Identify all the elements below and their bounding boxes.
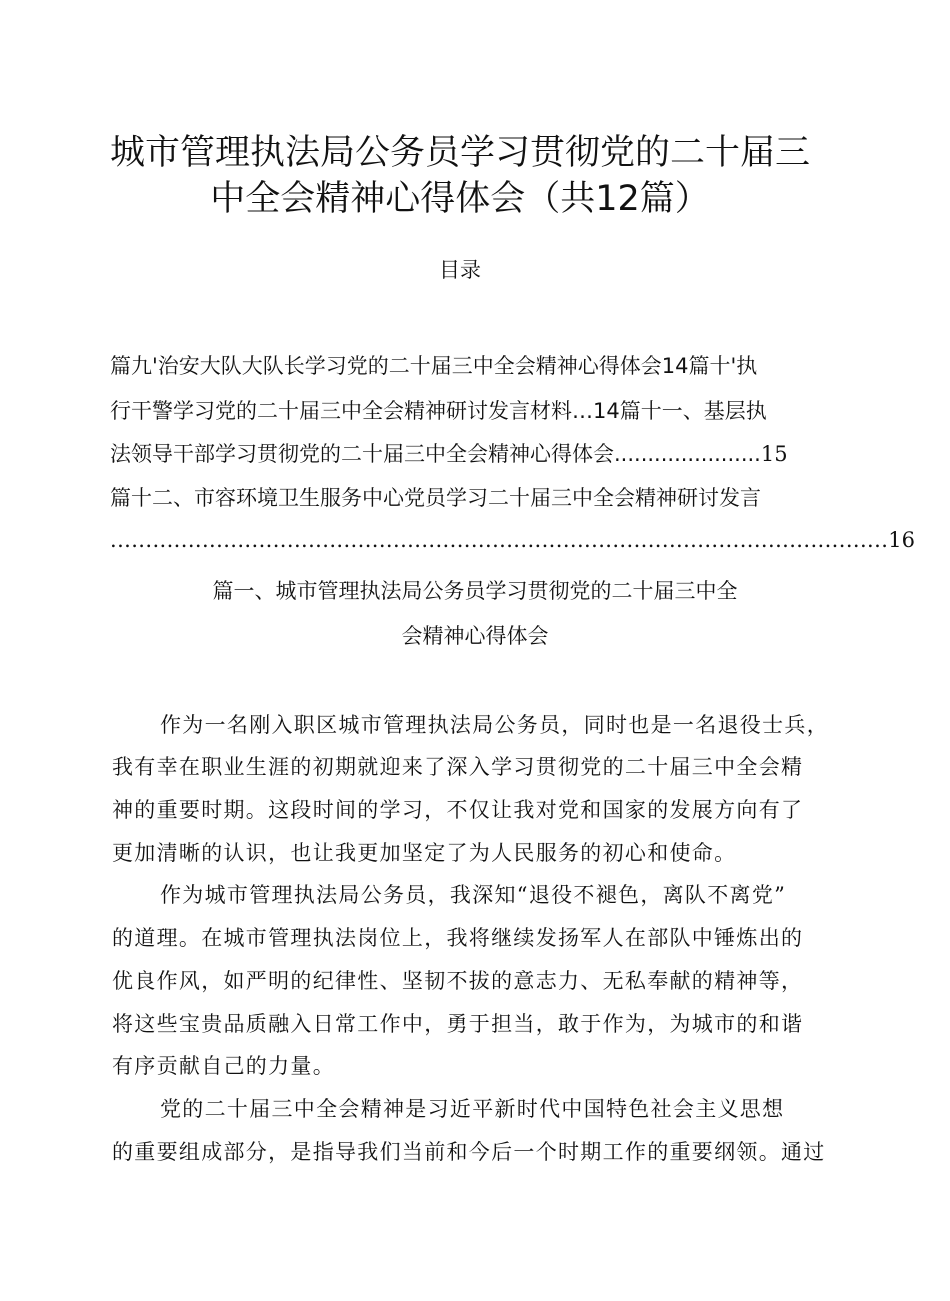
body-text-line: 将这些宝贵品质融入日常工作中，勇于担当，敢于作为，为城市的和谐: [112, 1012, 804, 1036]
body-text-line: 作为城市管理执法局公务员，我深知“退役不褪色，离队不离党”: [160, 883, 787, 907]
body-text-line: 神的重要时期。这段时间的学习，不仅让我对党和国家的发展方向有了: [112, 798, 804, 822]
body-text-line: 党的二十届三中全会精神是习近平新时代中国特色社会主义思想: [160, 1097, 785, 1121]
body-text-line: 作为一名刚入职区城市管理执法局公务员，同时也是一名退役士兵，: [160, 713, 829, 737]
toc-entry-text: 法领导干部学习贯彻党的二十届三中全会精神心得体会......................: [110, 442, 761, 466]
body-text-line: 优良作风，如严明的纪律性、坚韧不拔的意志力、无私奉献的精神等，: [112, 969, 804, 993]
section-title-line-1: 篇一、城市管理执法局公务员学习贯彻党的二十届三中全: [212, 579, 738, 603]
toc-line: [110, 436, 830, 472]
body-text-line: 的道理。在城市管理执法岗位上，我将继续发扬军人在部队中锤炼出的: [112, 926, 804, 950]
toc-page-number: 15: [760, 442, 788, 466]
toc-line: 篇十二、市容环境卫生服务中心党员学习二十届三中全会精神研讨发言: [110, 486, 761, 510]
document-title-line-1: 城市管理执法局公务员学习贯彻党的二十届三: [109, 133, 810, 173]
body-text-line: 更加清晰的认识，也让我更加坚定了为人民服务的初心和使命。: [112, 841, 737, 865]
toc-line: 行干警学习党的二十届三中全会精神研讨发言材料…14篇十一、基层执: [110, 399, 767, 423]
body-text-line: 有序贡献自己的力量。: [112, 1054, 335, 1078]
toc-page-number: 16: [888, 528, 916, 552]
body-text-line: 的重要组成部分，是指导我们当前和今后一个时期工作的重要纲领。通过: [112, 1140, 826, 1164]
body-text-line: 我有幸在职业生涯的初期就迎来了深入学习贯彻党的二十届三中全会精: [112, 755, 804, 779]
section-title-line-2: 会精神心得体会: [401, 624, 549, 648]
toc-heading: 目录: [439, 258, 481, 282]
toc-leader-dots: ..............................................................................................................: [110, 528, 889, 552]
toc-line: 篇九'治安大队大队长学习党的二十届三中全会精神心得体会14篇十'执: [110, 354, 758, 378]
document-title-line-2: 中全会精神心得体会（共12篇）: [210, 179, 710, 219]
toc-line: [110, 522, 916, 558]
